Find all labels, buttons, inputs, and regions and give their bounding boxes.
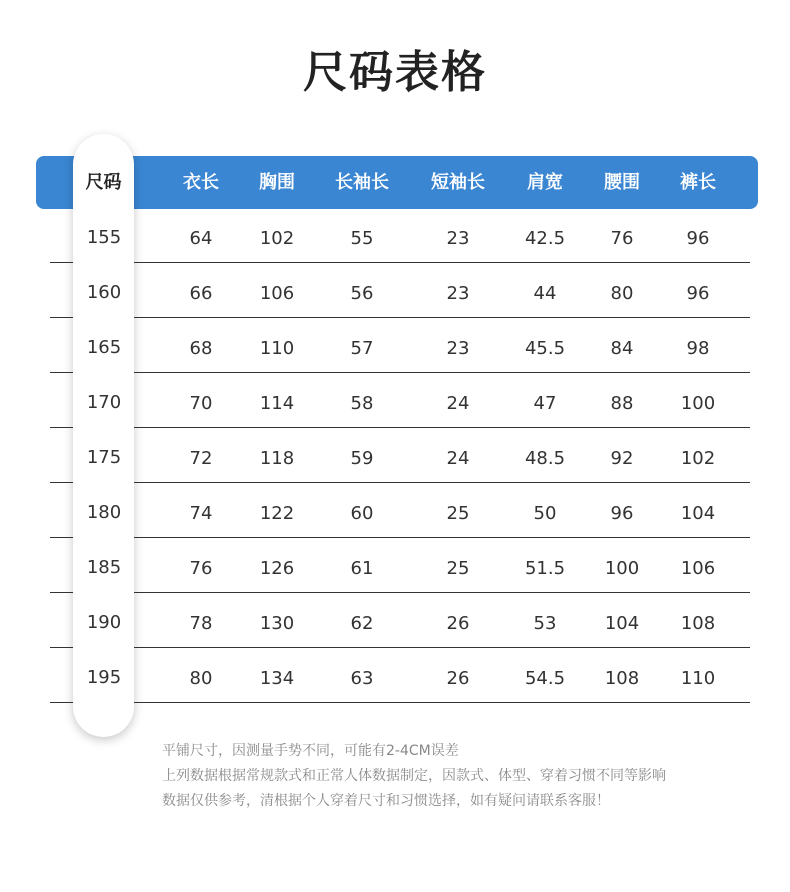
table-cell: 45.5 [524, 338, 566, 359]
table-cell: 64 [189, 228, 213, 249]
table-cell: 110 [259, 338, 295, 359]
size-column-header: 尺码 [85, 172, 122, 193]
table-cell: 47 [533, 393, 557, 414]
table-cell: 92 [610, 448, 634, 469]
size-cell: 180 [86, 502, 122, 523]
row-divider [50, 262, 73, 263]
table-cell: 110 [680, 668, 716, 689]
row-divider [134, 647, 750, 648]
size-cell: 170 [86, 392, 122, 413]
table-cell: 96 [686, 228, 710, 249]
table-cell: 98 [686, 338, 710, 359]
row-divider [50, 702, 73, 703]
table-cell: 76 [610, 228, 634, 249]
row-divider [134, 317, 750, 318]
table-cell: 59 [350, 448, 374, 469]
table-cell: 57 [350, 338, 374, 359]
table-header-bar [36, 156, 758, 209]
table-cell: 102 [680, 448, 716, 469]
size-cell: 190 [86, 612, 122, 633]
table-cell: 26 [446, 668, 470, 689]
row-divider [134, 592, 750, 593]
table-cell: 56 [350, 283, 374, 304]
page-title: 尺码表格 [303, 47, 487, 98]
table-cell: 23 [446, 283, 470, 304]
size-cell: 195 [86, 667, 122, 688]
table-cell: 108 [680, 613, 716, 634]
table-cell: 96 [610, 503, 634, 524]
size-cell: 185 [86, 557, 122, 578]
table-cell: 114 [259, 393, 295, 414]
row-divider [50, 317, 73, 318]
table-cell: 76 [189, 558, 213, 579]
table-cell: 25 [446, 503, 470, 524]
table-cell: 25 [446, 558, 470, 579]
table-cell: 74 [189, 503, 213, 524]
table-cell: 24 [446, 448, 470, 469]
row-divider [134, 537, 750, 538]
table-cell: 102 [259, 228, 295, 249]
table-cell: 126 [259, 558, 295, 579]
table-cell: 80 [610, 283, 634, 304]
row-divider [134, 702, 750, 703]
table-cell: 104 [680, 503, 716, 524]
column-header: 肩宽 [527, 172, 563, 193]
table-cell: 106 [680, 558, 716, 579]
table-cell: 84 [610, 338, 634, 359]
table-cell: 106 [259, 283, 295, 304]
table-cell: 78 [189, 613, 213, 634]
size-cell: 160 [86, 282, 122, 303]
table-cell: 68 [189, 338, 213, 359]
note-line: 上列数据根据常规款式和正常人体数据制定，因款式、体型、穿着习惯不同等影响 [162, 768, 666, 784]
size-cell: 175 [86, 447, 122, 468]
table-cell: 60 [350, 503, 374, 524]
table-cell: 53 [533, 613, 557, 634]
column-header: 长袖长 [335, 172, 389, 193]
table-cell: 24 [446, 393, 470, 414]
table-cell: 23 [446, 228, 470, 249]
table-cell: 50 [533, 503, 557, 524]
table-cell: 23 [446, 338, 470, 359]
column-header: 短袖长 [431, 172, 485, 193]
row-divider [50, 592, 73, 593]
table-cell: 88 [610, 393, 634, 414]
table-cell: 72 [189, 448, 213, 469]
table-cell: 61 [350, 558, 374, 579]
row-divider [134, 482, 750, 483]
row-divider [50, 482, 73, 483]
table-cell: 130 [259, 613, 295, 634]
table-cell: 66 [189, 283, 213, 304]
size-cell: 165 [86, 337, 122, 358]
table-cell: 134 [259, 668, 295, 689]
table-cell: 26 [446, 613, 470, 634]
table-cell: 42.5 [524, 228, 566, 249]
column-header: 腰围 [604, 172, 640, 193]
table-cell: 96 [686, 283, 710, 304]
table-cell: 44 [533, 283, 557, 304]
row-divider [134, 372, 750, 373]
note-line: 数据仅供参考，清根据个人穿着尺寸和习惯选择，如有疑问请联系客服！ [162, 793, 610, 809]
table-cell: 54.5 [524, 668, 566, 689]
table-cell: 80 [189, 668, 213, 689]
column-header: 裤长 [680, 172, 716, 193]
size-cell: 155 [86, 227, 122, 248]
table-cell: 108 [604, 668, 640, 689]
table-cell: 55 [350, 228, 374, 249]
table-cell: 104 [604, 613, 640, 634]
table-cell: 51.5 [524, 558, 566, 579]
table-cell: 63 [350, 668, 374, 689]
table-cell: 118 [259, 448, 295, 469]
row-divider [50, 372, 73, 373]
note-line: 平铺尺寸，因测量手势不同，可能有2-4CM误差 [162, 743, 459, 759]
table-cell: 100 [604, 558, 640, 579]
row-divider [50, 647, 73, 648]
table-cell: 122 [259, 503, 295, 524]
row-divider [50, 427, 73, 428]
table-cell: 62 [350, 613, 374, 634]
column-header: 胸围 [259, 172, 295, 193]
table-cell: 48.5 [524, 448, 566, 469]
table-cell: 58 [350, 393, 374, 414]
row-divider [134, 427, 750, 428]
column-header: 衣长 [183, 172, 219, 193]
table-cell: 100 [680, 393, 716, 414]
notes [162, 739, 666, 814]
row-divider [50, 537, 73, 538]
table-cell: 70 [189, 393, 213, 414]
size-column-card [73, 134, 134, 737]
row-divider [134, 262, 750, 263]
